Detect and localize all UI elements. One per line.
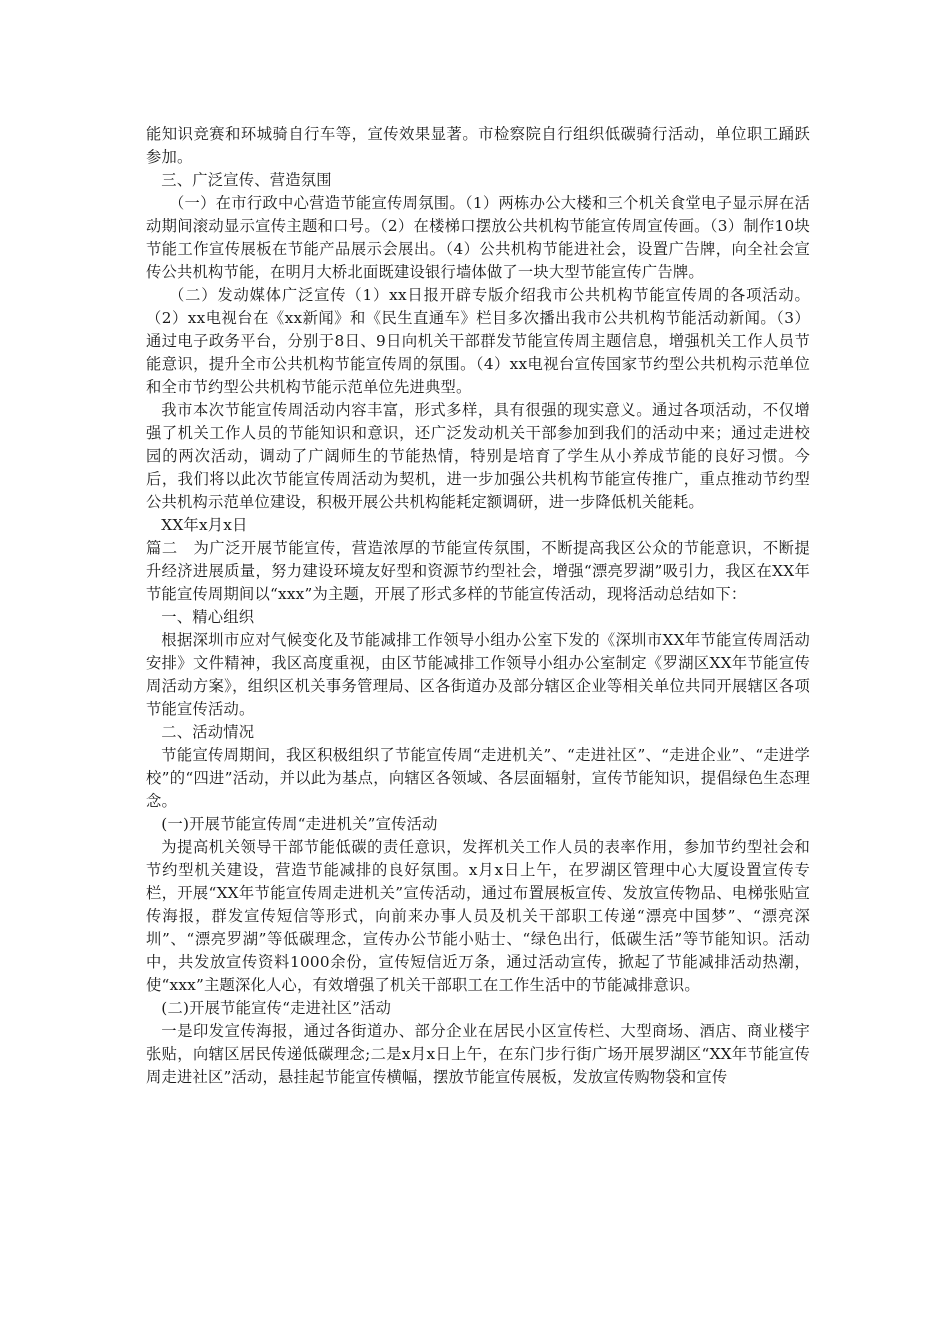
date-line: XX年x月x日 xyxy=(161,516,248,534)
document-body xyxy=(146,123,810,1089)
paragraph-organization: 根据深圳市应对气候变化及节能减排工作领导小组办公室下发的《深圳市XX年节能宣传周活动安排》文件精神，我区高度重视，由区节能减排工作领导小组办公室制定《罗湖区XX年节能宣传周活动方案》，组织区机关事务管理局、区各街道办及部分辖区企业等相关单位共同开展辖区各项节能宣传活动。 xyxy=(146,631,810,718)
section-heading-3: 三、广泛宣传、营造氛围 xyxy=(161,171,332,189)
paragraph-subsection-2: （二）发动媒体广泛宣传（1）xx日报开辟专版介绍我市公共机构节能宣传周的各项活动。（2）xx电视台在《xx新闻》和《民生直通车》栏目多次播出我市公共机构节能活动新闻。（3）通过电子政务平台，分别于8日、9日向机关干部群发节能宣传周主题信息，增强机关工作人员节能意识，提升全市公共机构节能宣传周的氛围。（4）xx电视台宣传国家节约型公共机构示范单位和全市节约型公共机构节能示范单位先进典型。 xyxy=(146,286,810,396)
paragraph-activities: 节能宣传周期间，我区积极组织了节能宣传周“走进机关”、“走进社区”、“走进企业”、“走进学校”的“四进”活动，并以此为基点，向辖区各领域、各层面辐射，宣传节能知识，提倡绿色生态理念。 xyxy=(146,746,810,810)
paragraph-part-two-intro: 篇二 为广泛开展节能宣传，营造浓厚的节能宣传氛围，不断提高我区公众的节能意识，不断提升经济进展质量，努力建设环境友好型和资源节约型社会，增强“漂亮罗湖”吸引力，我区在XX年节能宣传周期间以“xxx”为主题，开展了形式多样的节能宣传活动，现将活动总结如下： xyxy=(146,539,810,603)
subheading-agencies: (一)开展节能宣传周“走进机关”宣传活动 xyxy=(161,815,438,833)
paragraph-community: 一是印发宣传海报，通过各街道办、部分企业在居民小区宣传栏、大型商场、酒店、商业楼宇张贴，向辖区居民传递低碳理念;二是x月x日上午，在东门步行街广场开展罗湖区“XX年节能宣传周走进社区”活动，悬挂起节能宣传横幅，摆放节能宣传展板，发放宣传购物袋和宣传 xyxy=(146,1022,810,1086)
section-heading-1: 一、精心组织 xyxy=(161,608,255,626)
paragraph-subsection-1: （一）在市行政中心营造节能宣传周氛围。（1）两栋办公大楼和三个机关食堂电子显示屏在活动期间滚动显示宣传主题和口号。（2）在楼梯口摆放公共机构节能宣传周宣传画。（3）制作10块节能工作宣传展板在节能产品展示会展出。（4）公共机构节能进社会，设置广告牌，向全社会宣传公共机构节能，在明月大桥北面既建设银行墙体做了一块大型节能宣传广告牌。 xyxy=(146,194,810,281)
section-heading-2: 二、活动情况 xyxy=(161,723,255,741)
paragraph-continuation: 能知识竞赛和环城骑自行车等，宣传效果显著。市检察院自行组织低碳骑行活动，单位职工踊跃参加。 xyxy=(146,125,810,166)
paragraph-summary: 我市本次节能宣传周活动内容丰富，形式多样，具有很强的现实意义。通过各项活动，不仅增强了机关工作人员的节能知识和意识，还广泛发动机关干部参加到我们的活动中来；通过走进校园的两次活动，调动了广阔师生的节能热情，特别是培育了学生从小养成节能的良好习惯。今后，我们将以此次节能宣传周活动为契机，进一步加强公共机构节能宣传推广，重点推动节约型公共机构示范单位建设，积极开展公共机构能耗定额调研，进一步降低机关能耗。 xyxy=(146,401,810,511)
paragraph-agencies: 为提高机关领导干部节能低碳的责任意识，发挥机关工作人员的表率作用，参加节约型社会和节约型机关建设，营造节能减排的良好氛围。x月x日上午，在罗湖区管理中心大厦设置宣传专栏，开展“XX年节能宣传周走进机关”宣传活动，通过布置展板宣传、发放宣传物品、电梯张贴宣传海报，群发宣传短信等形式，向前来办事人员及机关干部职工传递“漂亮中国梦”、“漂亮深圳”、“漂亮罗湖”等低碳理念，宣传办公节能小贴士、“绿色出行，低碳生活”等节能知识。活动中，共发放宣传资料1000余份，宣传短信近万条，通过活动宣传，掀起了节能减排活动热潮，使“xxx”主题深化人心，有效增强了机关干部职工在工作生活中的节能减排意识。 xyxy=(146,838,810,994)
subheading-community: (二)开展节能宣传“走进社区”活动 xyxy=(161,999,392,1017)
